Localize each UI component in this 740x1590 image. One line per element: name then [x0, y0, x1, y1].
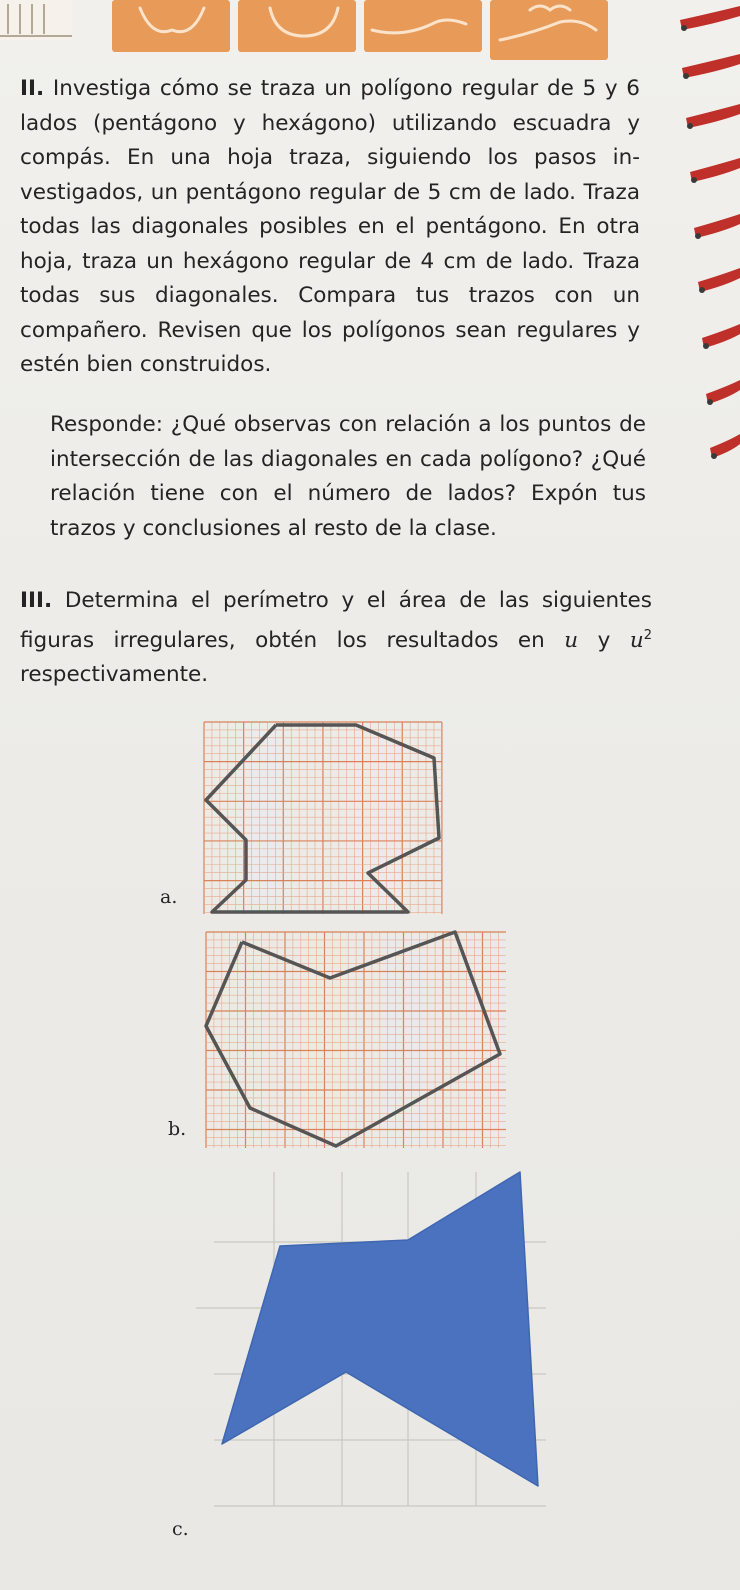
spiral-binding — [660, 0, 740, 1590]
figure-c-label: c. — [172, 1518, 189, 1540]
figure-b-label: b. — [168, 1118, 187, 1140]
section-iii-text: Determina el perímetro y el área de las siguientes figuras irregulares, obtén los resultados en — [20, 588, 652, 653]
section-ii-question: Responde: ¿Qué observas con relación a los puntos de intersección de las diagonales en cada polígono? ¿Qué relación tiene con el número de lados? Expón tus trazos y conclusiones al resto de la clase. — [50, 412, 646, 541]
figure-b-grid — [206, 932, 506, 1148]
unit-u-squared: u — [629, 627, 644, 653]
unit-u: u — [564, 627, 579, 653]
figure-b — [200, 930, 510, 1150]
figure-c-shape — [222, 1172, 538, 1486]
figure-a — [196, 720, 446, 920]
section-iii-number: III. — [20, 588, 53, 613]
section-iii-paragraph: III. Determina el perímetro y el área de las siguientes figuras irregulares, obtén los resultados en u y $u^2$ respectivamente. — [20, 588, 652, 688]
figure-c — [196, 1162, 546, 1512]
section-ii-paragraph — [20, 72, 640, 383]
header-banner — [0, 0, 612, 64]
figure-a-label: a. — [160, 886, 178, 908]
section-ii-number: II. — [20, 76, 45, 101]
section-ii-text: Investiga cómo se traza un polígono regular de 5 y 6 lados (pentágono y hexágono) utilizando escuadra y compás. En una hoja traza, siguiendo los pasos investigados, un pentágono regular de 5 cm de lado. Traza todas las diagonales posibles en el pentágono. En otra hoja, traza un hexágono regular de 4 cm de lado. Traza todas sus diagonales. Compara tus trazos con un compañero. Revisen que los polígonos sean regulares y estén bien construidos. — [20, 76, 640, 377]
